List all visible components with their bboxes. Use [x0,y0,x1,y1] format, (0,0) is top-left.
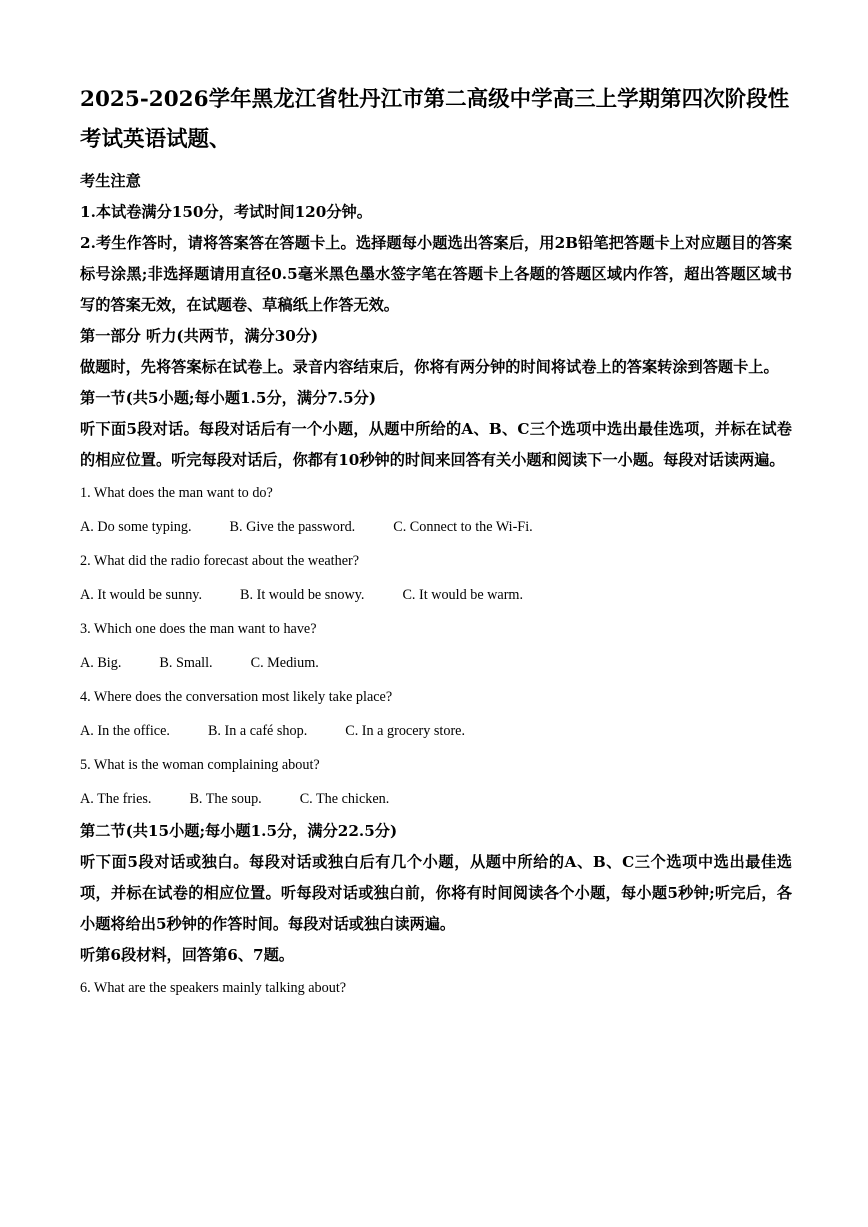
notice-heading: 考生注意 [80,172,141,190]
option-b: B. Small. [159,655,213,671]
option-b: B. The soup. [189,791,262,807]
question-options [80,782,792,816]
option-a: A. The fries. [80,791,152,807]
option-a: A. In the office. [80,723,170,739]
question-text: 1. What does the man want to do? [80,485,273,501]
question-4 [80,680,792,748]
section1-instructions: 听下面5段对话。每段对话后有一个小题，从题中所给的A、B、C三个选项中选出最佳选项，并标在试卷的相应位置。听完每段对话后，你都有10秒钟的时间来回答有关小题和阅读下一小题。每段对话读两遍。 [80,420,792,469]
option-c: C. In a grocery store. [345,723,466,739]
question-5 [80,748,792,816]
section2-heading: 第二节(共15小题;每小题1.5分，满分22.5分) [80,822,398,840]
question-text: 3. Which one does the man want to have? [80,621,317,637]
option-c: C. It would be warm. [402,587,524,603]
material-6-heading: 听第6段材料，回答第6、7题。 [80,946,294,964]
notice-item-1: 1.本试卷满分150分，考试时间120分钟。 [80,203,372,221]
option-b: B. Give the password. [229,519,356,535]
option-a: A. Big. [80,655,122,671]
question-options [80,646,792,680]
document-title: 2025-2026学年黑龙江省牡丹江市第二高级中学高三上学期第四次阶段性考试英语试题、 [80,87,790,152]
question-3 [80,612,792,680]
question-6-text: 6. What are the speakers mainly talking about? [80,980,347,996]
option-c: C. Connect to the Wi-Fi. [393,519,533,535]
question-2 [80,544,792,612]
question-options [80,578,792,612]
option-b: B. In a café shop. [207,723,308,739]
option-c: C. Medium. [250,655,319,671]
part1-heading: 第一部分 听力(共两节，满分30分) [80,327,319,345]
question-text: 4. Where does the conversation most likely take place? [80,689,393,705]
question-options [80,510,792,544]
option-a: A. It would be sunny. [80,587,203,603]
section2-instructions: 听下面5段对话或独白。每段对话或独白后有几个小题，从题中所给的A、B、C三个选项中选出最佳选项，并标在试卷的相应位置。听每段对话或独白前，你将有时间阅读各个小题，每小题5秒钟;听完后，各小题将给出5秒钟的作答时间。每段对话或独白读两遍。 [80,853,792,933]
option-a: A. Do some typing. [80,519,192,535]
question-options [80,714,792,748]
option-b: B. It would be snowy. [240,587,365,603]
section1-heading: 第一节(共5小题;每小题1.5分，满分7.5分) [80,389,377,407]
notice-item-2: 2.考生作答时，请将答案答在答题卡上。选择题每小题选出答案后，用2B铅笔把答题卡上对应题目的答案标号涂黑;非选择题请用直径0.5毫米黑色墨水签字笔在答题卡上各题的答题区域内作答，超出答题区域书写的答案无效，在试题卷、草稿纸上作答无效。 [80,234,792,314]
option-c: C. The chicken. [299,791,390,807]
question-text: 5. What is the woman complaining about? [80,757,320,773]
question-text: 2. What did the radio forecast about the weather? [80,553,360,569]
question-1 [80,476,792,544]
part1-instructions: 做题时，先将答案标在试卷上。录音内容结束后，你将有两分钟的时间将试卷上的答案转涂到答题卡上。 [80,358,779,376]
